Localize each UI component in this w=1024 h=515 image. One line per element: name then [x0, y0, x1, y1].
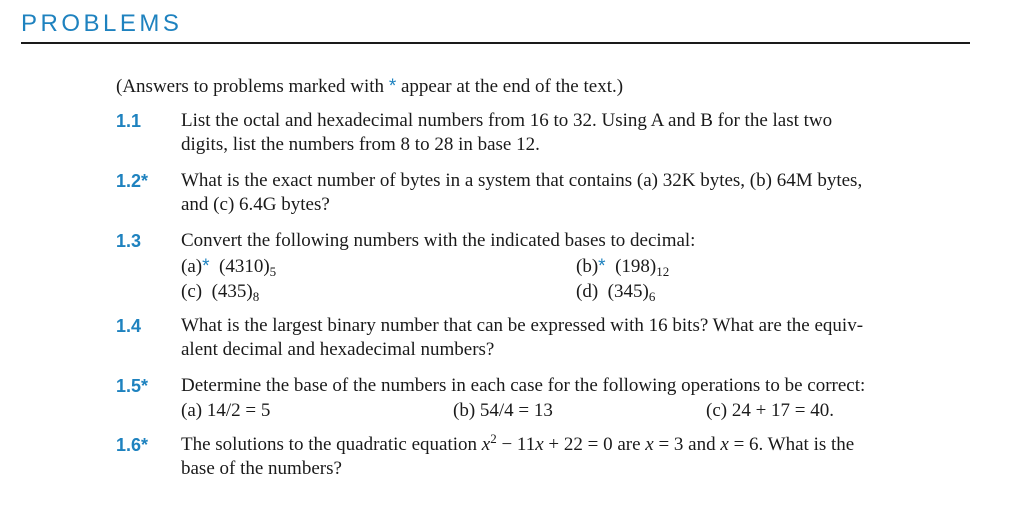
problem-1-3-line1: Convert the following numbers with the indicated bases to decimal: — [181, 230, 696, 251]
note-text-after: appear at the end of the text.) — [396, 76, 624, 97]
problem-number-1-4: 1.4 — [116, 316, 142, 336]
problem-1-6-text — [181, 433, 971, 481]
note-text-before: (Answers to problems marked with — [116, 76, 389, 97]
problem-1-1-line2: digits, list the numbers from 8 to 28 in base 12. — [181, 134, 540, 155]
equation-intro: The solutions to the quadratic equation — [181, 434, 482, 455]
problem-1-5-text — [181, 374, 971, 398]
heading-divider — [21, 42, 970, 44]
problem-1-3-part-c — [181, 280, 259, 304]
problem-1-5-line1: Determine the base of the numbers in each case for the following operations to be correct: — [181, 375, 866, 396]
part-d-base: 6 — [648, 289, 656, 304]
solution-one: = 3 and — [653, 434, 721, 455]
problem-number-1-5: 1.5* — [116, 376, 149, 396]
variable-x: x — [645, 434, 654, 455]
problem-1-3-part-d — [576, 280, 655, 304]
problem-1-4-text — [181, 314, 971, 362]
solution-two: = 6. What is the — [728, 434, 855, 455]
problem-number-1-6: 1.6* — [116, 435, 149, 455]
part-c-base: 8 — [252, 289, 260, 304]
part-b-value: (198) — [615, 256, 657, 277]
section-heading: PROBLEMS — [21, 10, 183, 37]
part-c-label: (c) — [181, 281, 203, 302]
problem-number-1-1: 1.1 — [116, 111, 142, 131]
part-a-value: (4310) — [219, 256, 270, 277]
part-b-base: 12 — [656, 264, 670, 279]
problem-1-2-text — [181, 169, 971, 217]
problem-1-2-line1: What is the exact number of bytes in a system that contains (a) 32K bytes, (b) 64M bytes, — [181, 170, 863, 191]
problem-1-5-part-b: (b) 54/4 = 13 — [453, 400, 553, 421]
problem-number-1-3: 1.3 — [116, 231, 142, 251]
problem-1-3-part-b — [576, 255, 669, 279]
part-b-label: (b) — [576, 256, 599, 277]
asterisk-icon: * — [202, 256, 210, 277]
problem-1-4-line1: What is the largest binary number that can be expressed with 16 bits? What are the equiv- — [181, 315, 864, 336]
problem-1-3-part-a — [181, 255, 276, 279]
asterisk-icon: * — [598, 256, 606, 277]
variable-x: x — [481, 434, 491, 455]
part-a-label: (a) — [181, 256, 203, 277]
part-d-value: (345) — [607, 281, 649, 302]
equation-rest: + 22 = 0 are — [543, 434, 646, 455]
equation-term: − 11 — [496, 434, 536, 455]
problem-number-1-2: 1.2* — [116, 171, 149, 191]
exponent: 2 — [490, 431, 497, 446]
part-a-base: 5 — [269, 264, 277, 279]
problem-1-6-line1 — [181, 433, 971, 457]
problem-1-5-part-a: (a) 14/2 = 5 — [181, 400, 271, 421]
problem-1-1-text — [181, 109, 971, 157]
variable-x: x — [535, 434, 544, 455]
answers-note — [116, 75, 623, 99]
problem-1-1-line1: List the octal and hexadecimal numbers from 16 to 32. Using A and B for the last two — [181, 110, 833, 131]
part-c-value: (435) — [211, 281, 253, 302]
problem-1-4-line2: alent decimal and hexadecimal numbers? — [181, 339, 495, 360]
part-d-label: (d) — [576, 281, 599, 302]
problem-1-3-text — [181, 229, 971, 253]
problem-1-6-line2: base of the numbers? — [181, 458, 342, 479]
asterisk-icon: * — [388, 76, 397, 97]
problem-1-5-part-c: (c) 24 + 17 = 40. — [706, 400, 835, 421]
problem-1-2-line2: and (c) 6.4G bytes? — [181, 194, 330, 215]
variable-x: x — [720, 434, 729, 455]
